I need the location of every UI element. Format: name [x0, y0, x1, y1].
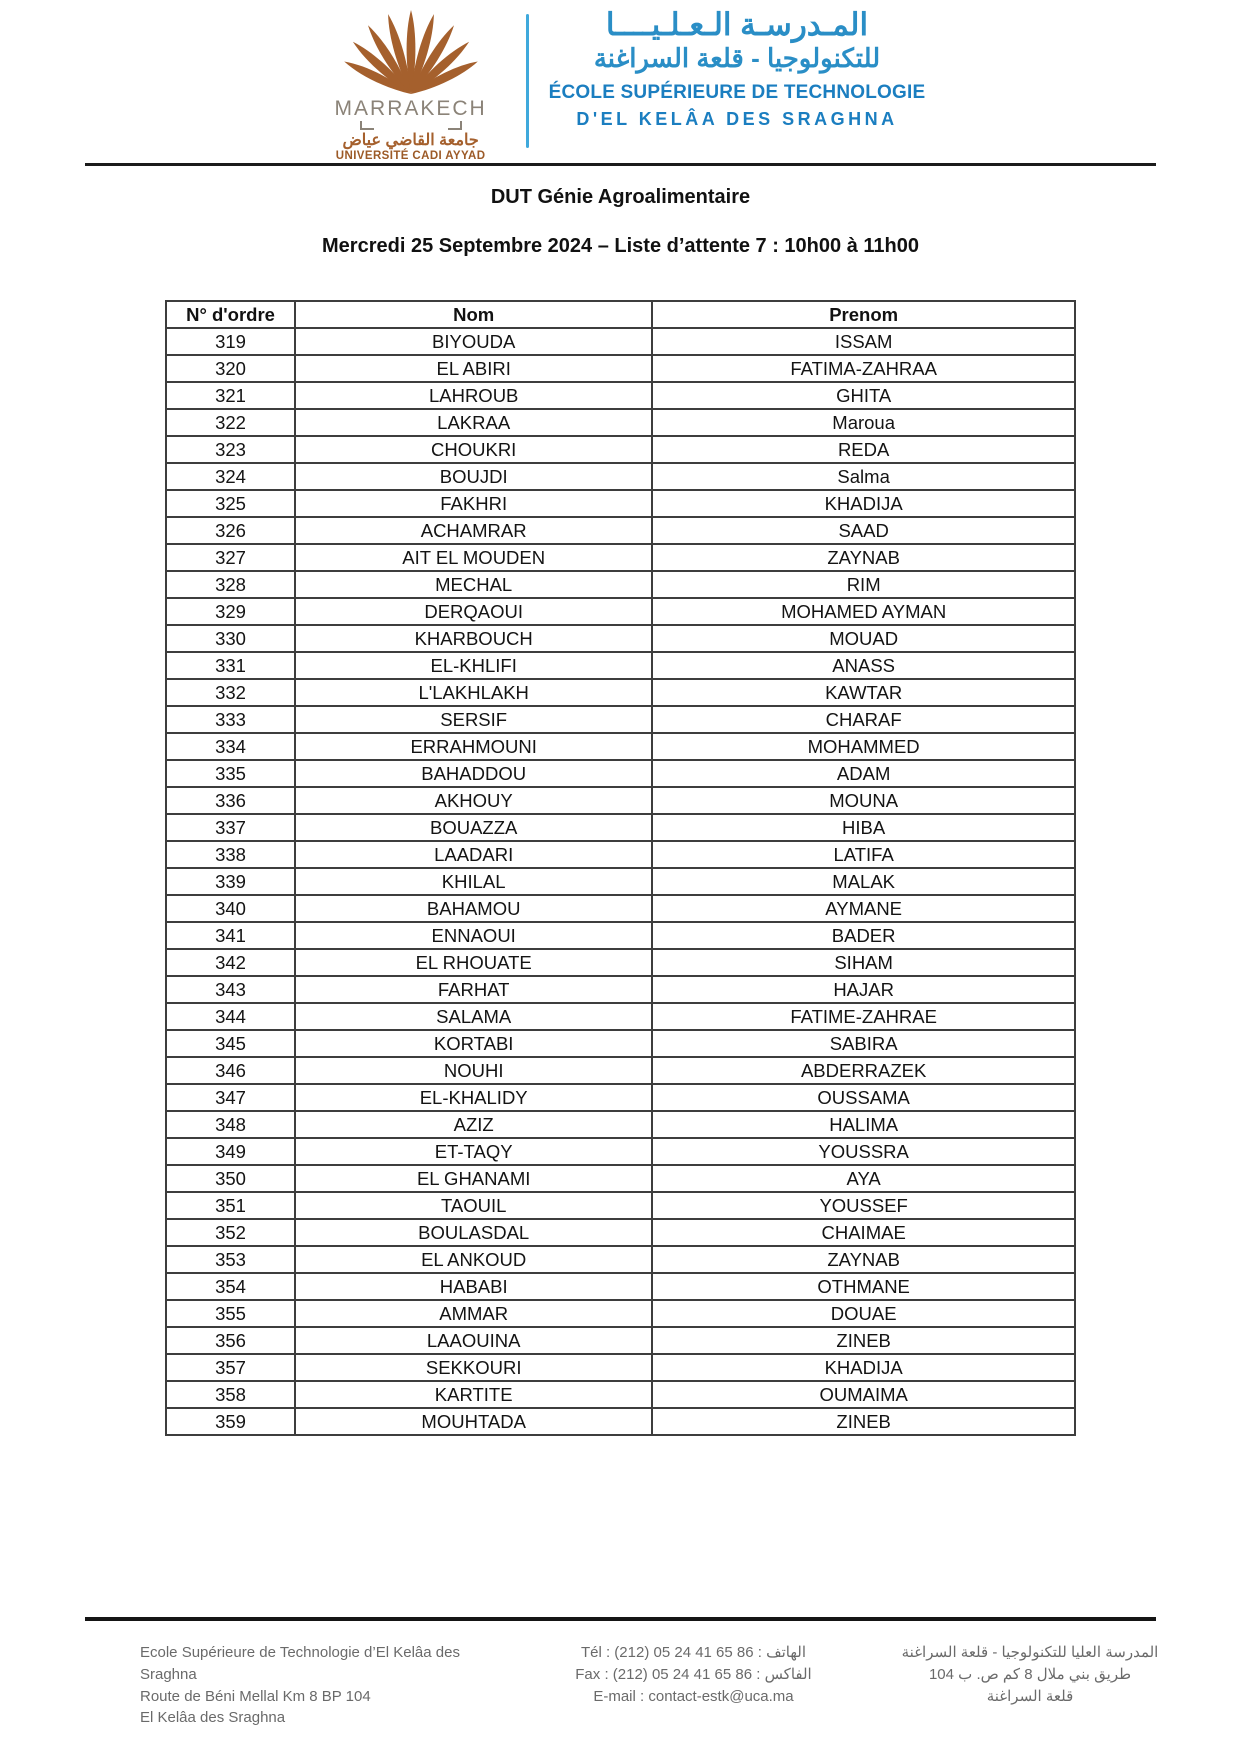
nom-cell: ENNAOUI: [295, 922, 652, 949]
footer-fax: Fax : (212) 05 24 41 65 86 : الفاكس: [575, 1665, 812, 1683]
order-cell: 350: [166, 1165, 295, 1192]
order-cell: 322: [166, 409, 295, 436]
letterhead: [0, 0, 1241, 163]
prenom-cell: MOHAMED AYMAN: [652, 598, 1075, 625]
nom-cell: MOUHTADA: [295, 1408, 652, 1435]
table-row: [166, 1327, 1075, 1354]
prenom-cell: FATIME-ZAHRAE: [652, 1003, 1075, 1030]
order-cell: 357: [166, 1354, 295, 1381]
prenom-cell: OUMAIMA: [652, 1381, 1075, 1408]
table-row: [166, 895, 1075, 922]
university-name-french: UNIVERSITÉ CADI AYYAD: [335, 150, 486, 163]
table-row: [166, 1057, 1075, 1084]
order-cell: 344: [166, 1003, 295, 1030]
table-row: [166, 1030, 1075, 1057]
footer-contact-info: [508, 1642, 879, 1729]
table-row: [166, 490, 1075, 517]
order-cell: 327: [166, 544, 295, 571]
order-cell: 339: [166, 868, 295, 895]
order-cell: 342: [166, 949, 295, 976]
order-cell: 331: [166, 652, 295, 679]
prenom-cell: ANASS: [652, 652, 1075, 679]
table-row: [166, 1354, 1075, 1381]
order-cell: 321: [166, 382, 295, 409]
order-cell: 340: [166, 895, 295, 922]
table-row: [166, 733, 1075, 760]
order-cell: 359: [166, 1408, 295, 1435]
nom-cell: AZIZ: [295, 1111, 652, 1138]
footer-line: طريق بني ملال 8 كم ص. ب 104: [928, 1665, 1132, 1683]
column-header-prenom: Prenom: [652, 301, 1075, 328]
nom-cell: CHOUKRI: [295, 436, 652, 463]
order-cell: 351: [166, 1192, 295, 1219]
nom-cell: LAKRAA: [295, 409, 652, 436]
prenom-cell: ZINEB: [652, 1327, 1075, 1354]
table-row: [166, 517, 1075, 544]
prenom-cell: Salma: [652, 463, 1075, 490]
university-logo: [316, 8, 506, 164]
order-cell: 320: [166, 355, 295, 382]
school-name-arabic-line1: المـدرسـة الـعـلـيــــا: [605, 7, 869, 42]
order-cell: 352: [166, 1219, 295, 1246]
prenom-cell: GHITA: [652, 382, 1075, 409]
prenom-cell: CHARAF: [652, 706, 1075, 733]
order-cell: 349: [166, 1138, 295, 1165]
prenom-cell: CHAIMAE: [652, 1219, 1075, 1246]
table-row: [166, 409, 1075, 436]
nom-cell: HABABI: [295, 1273, 652, 1300]
prenom-cell: KAWTAR: [652, 679, 1075, 706]
order-cell: 348: [166, 1111, 295, 1138]
nom-cell: KORTABI: [295, 1030, 652, 1057]
table-row: [166, 1246, 1075, 1273]
prenom-cell: AYA: [652, 1165, 1075, 1192]
waitlist-table-wrapper: [165, 300, 1076, 1436]
prenom-cell: BADER: [652, 922, 1075, 949]
prenom-cell: RIM: [652, 571, 1075, 598]
logo-bracket-decoration: [360, 121, 462, 130]
nom-cell: SEKKOURI: [295, 1354, 652, 1381]
order-cell: 345: [166, 1030, 295, 1057]
table-row: [166, 436, 1075, 463]
table-row: [166, 976, 1075, 1003]
order-cell: 335: [166, 760, 295, 787]
table-row: [166, 1084, 1075, 1111]
table-row: [166, 922, 1075, 949]
prenom-cell: KHADIJA: [652, 490, 1075, 517]
header-rule: [85, 163, 1156, 166]
nom-cell: ET-TAQY: [295, 1138, 652, 1165]
order-cell: 347: [166, 1084, 295, 1111]
order-cell: 346: [166, 1057, 295, 1084]
school-name-block: [549, 8, 926, 130]
prenom-cell: ISSAM: [652, 328, 1075, 355]
nom-cell: L'LAKHLAKH: [295, 679, 652, 706]
footer-phone: Tél : (212) 05 24 41 65 86 : الهاتف: [580, 1644, 807, 1661]
order-cell: 341: [166, 922, 295, 949]
page-subtitle: Mercredi 25 Septembre 2024 – Liste d’attente 7 : 10h00 à 11h00: [322, 235, 919, 257]
header-divider: [526, 14, 529, 148]
nom-cell: AIT EL MOUDEN: [295, 544, 652, 571]
table-row: [166, 1408, 1075, 1435]
nom-cell: LAADARI: [295, 841, 652, 868]
waitlist-table: [165, 300, 1076, 1436]
table-row: [166, 598, 1075, 625]
prenom-cell: ZAYNAB: [652, 544, 1075, 571]
prenom-cell: FATIMA-ZAHRAA: [652, 355, 1075, 382]
nom-cell: SERSIF: [295, 706, 652, 733]
table-row: [166, 1111, 1075, 1138]
prenom-cell: REDA: [652, 436, 1075, 463]
table-row: [166, 1219, 1075, 1246]
footer-line: El Kelâa des Sraghna: [140, 1709, 286, 1727]
waitlist-body: [166, 328, 1075, 1435]
table-row: [166, 544, 1075, 571]
table-row: [166, 328, 1075, 355]
prenom-cell: Maroua: [652, 409, 1075, 436]
prenom-cell: SABIRA: [652, 1030, 1075, 1057]
table-row: [166, 679, 1075, 706]
table-row: [166, 571, 1075, 598]
nom-cell: ACHAMRAR: [295, 517, 652, 544]
table-row: [166, 652, 1075, 679]
university-name-arabic: جامعة القاضي عياض: [342, 132, 479, 150]
nom-cell: EL-KHALIDY: [295, 1084, 652, 1111]
table-row: [166, 841, 1075, 868]
prenom-cell: ABDERRAZEK: [652, 1057, 1075, 1084]
school-name-french-line1: ÉCOLE SUPÉRIEURE DE TECHNOLOGIE: [548, 81, 926, 103]
prenom-cell: ADAM: [652, 760, 1075, 787]
order-cell: 334: [166, 733, 295, 760]
column-header-nom: Nom: [295, 301, 652, 328]
table-row: [166, 787, 1075, 814]
footer: [0, 1621, 1241, 1755]
palm-fan-icon: [316, 8, 506, 96]
nom-cell: KARTITE: [295, 1381, 652, 1408]
prenom-cell: YOUSSRA: [652, 1138, 1075, 1165]
table-row: [166, 382, 1075, 409]
table-row: [166, 463, 1075, 490]
order-cell: 324: [166, 463, 295, 490]
table-row: [166, 814, 1075, 841]
nom-cell: BOUAZZA: [295, 814, 652, 841]
prenom-cell: HALIMA: [652, 1111, 1075, 1138]
nom-cell: KHARBOUCH: [295, 625, 652, 652]
prenom-cell: SAAD: [652, 517, 1075, 544]
table-row: [166, 1381, 1075, 1408]
nom-cell: MECHAL: [295, 571, 652, 598]
nom-cell: BOULASDAL: [295, 1219, 652, 1246]
footer-line: Route de Béni Mellal Km 8 BP 104: [140, 1687, 371, 1705]
table-row: [166, 1165, 1075, 1192]
nom-cell: BOUJDI: [295, 463, 652, 490]
order-cell: 330: [166, 625, 295, 652]
table-row: [166, 1003, 1075, 1030]
table-row: [166, 625, 1075, 652]
order-cell: 353: [166, 1246, 295, 1273]
prenom-cell: ZAYNAB: [652, 1246, 1075, 1273]
table-row: [166, 1273, 1075, 1300]
order-cell: 332: [166, 679, 295, 706]
nom-cell: TAOUIL: [295, 1192, 652, 1219]
order-cell: 323: [166, 436, 295, 463]
prenom-cell: KHADIJA: [652, 1354, 1075, 1381]
footer-email: E-mail : contact-estk@uca.ma: [593, 1687, 794, 1705]
page-title: DUT Génie Agroalimentaire: [490, 186, 751, 208]
order-cell: 329: [166, 598, 295, 625]
prenom-cell: HIBA: [652, 814, 1075, 841]
order-cell: 333: [166, 706, 295, 733]
order-cell: 338: [166, 841, 295, 868]
order-cell: 355: [166, 1300, 295, 1327]
prenom-cell: OUSSAMA: [652, 1084, 1075, 1111]
prenom-cell: DOUAE: [652, 1300, 1075, 1327]
prenom-cell: AYMANE: [652, 895, 1075, 922]
prenom-cell: SIHAM: [652, 949, 1075, 976]
order-cell: 356: [166, 1327, 295, 1354]
logo-city-label: MARRAKECH: [334, 97, 487, 120]
footer-address-french: [60, 1642, 508, 1729]
nom-cell: DERQAOUI: [295, 598, 652, 625]
table-header-row: [166, 301, 1075, 328]
order-cell: 343: [166, 976, 295, 1003]
order-cell: 358: [166, 1381, 295, 1408]
nom-cell: EL GHANAMI: [295, 1165, 652, 1192]
prenom-cell: ZINEB: [652, 1408, 1075, 1435]
nom-cell: FAKHRI: [295, 490, 652, 517]
order-cell: 336: [166, 787, 295, 814]
order-cell: 325: [166, 490, 295, 517]
prenom-cell: YOUSSEF: [652, 1192, 1075, 1219]
nom-cell: EL ABIRI: [295, 355, 652, 382]
nom-cell: EL-KHLIFI: [295, 652, 652, 679]
order-cell: 337: [166, 814, 295, 841]
nom-cell: KHILAL: [295, 868, 652, 895]
prenom-cell: MOHAMMED: [652, 733, 1075, 760]
prenom-cell: LATIFA: [652, 841, 1075, 868]
prenom-cell: OTHMANE: [652, 1273, 1075, 1300]
order-cell: 328: [166, 571, 295, 598]
footer-line: Ecole Supérieure de Technologie d’El Kelâa des Sraghna: [140, 1644, 460, 1683]
table-row: [166, 949, 1075, 976]
nom-cell: SALAMA: [295, 1003, 652, 1030]
nom-cell: BIYOUDA: [295, 328, 652, 355]
footer-line: المدرسة العليا للتكنولوجيا - قلعة السراغنة: [901, 1644, 1159, 1661]
table-row: [166, 355, 1075, 382]
school-name-arabic-line2: للتكنولوجيا - قلعة السراغنة: [593, 43, 881, 74]
footer-address-arabic: [879, 1642, 1181, 1729]
prenom-cell: MOUNA: [652, 787, 1075, 814]
table-row: [166, 1138, 1075, 1165]
nom-cell: LAAOUINA: [295, 1327, 652, 1354]
column-header-ordre: N° d'ordre: [166, 301, 295, 328]
school-name-french-line2: D'EL KELÂA DES SRAGHNA: [576, 108, 898, 129]
prenom-cell: HAJAR: [652, 976, 1075, 1003]
nom-cell: ERRAHMOUNI: [295, 733, 652, 760]
nom-cell: EL ANKOUD: [295, 1246, 652, 1273]
nom-cell: AMMAR: [295, 1300, 652, 1327]
prenom-cell: MOUAD: [652, 625, 1075, 652]
table-row: [166, 868, 1075, 895]
nom-cell: BAHADDOU: [295, 760, 652, 787]
nom-cell: NOUHI: [295, 1057, 652, 1084]
nom-cell: BAHAMOU: [295, 895, 652, 922]
nom-cell: EL RHOUATE: [295, 949, 652, 976]
table-row: [166, 760, 1075, 787]
nom-cell: FARHAT: [295, 976, 652, 1003]
prenom-cell: MALAK: [652, 868, 1075, 895]
order-cell: 354: [166, 1273, 295, 1300]
order-cell: 326: [166, 517, 295, 544]
footer-line: قلعة السراغنة: [986, 1687, 1074, 1705]
order-cell: 319: [166, 328, 295, 355]
table-row: [166, 706, 1075, 733]
table-row: [166, 1192, 1075, 1219]
nom-cell: AKHOUY: [295, 787, 652, 814]
nom-cell: LAHROUB: [295, 382, 652, 409]
table-row: [166, 1300, 1075, 1327]
